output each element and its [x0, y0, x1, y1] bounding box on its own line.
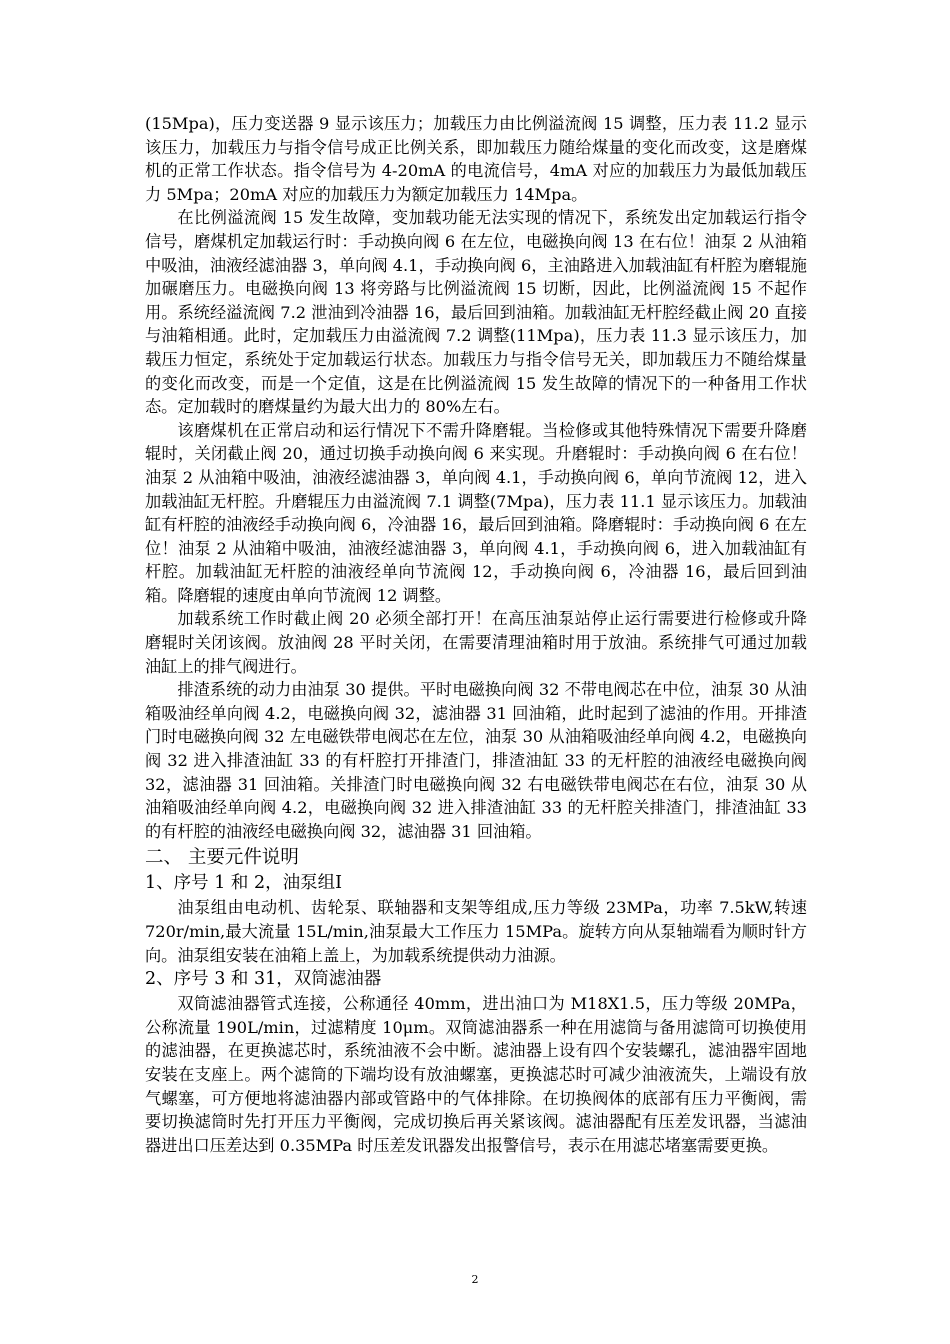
- paragraph-roller-lift: 该磨煤机在正常启动和运行情况下不需升降磨辊。当检修或其他特殊情况下需要升降磨辊时，关闭截止阀 20，通过切换手动换向阀 6 来实现。升磨辊时：手动换向阀 6 在右位！油泵 2 从油箱中吸油，油液经滤油器 3，单向阀 4.1，手动换向阀 6，单向节流阀 12，进入加载油缸无杆腔。升磨辊压力由溢流阀 7.1 调整(7Mpa)，压力表 11.1 显示该压力。加载油缸有杆腔的油液经手动换向阀 6，冷油器 16，最后回到油箱。降磨辊时：手动换向阀 6 在左位！油泵 2 从油箱中吸油，油液经滤油器 3，单向阀 4.1，手动换向阀 6，进入加载油缸有杆腔。加载油缸无杆腔的油液经单向节流阀 12，手动换向阀 6，冷油器 16，最后回到油箱。降磨辊的速度由单向节流阀 12 调整。: [145, 420, 807, 605]
- paragraph-duplex-filter: 双筒滤油器管式连接，公称通径 40mm，进出油口为 M18X1.5，压力等级 20MPa，公称流量 190L/min，过滤精度 10μm。双筒滤油器系一种在用滤筒与备用滤筒可切换使用的滤油器，在更换滤芯时，系统油液不会中断。滤油器上设有四个安装螺孔，滤油器牢固地安装在支座上。两个滤筒的下端均设有放油螺塞，更换滤芯时可减少油液流失，上端设有放气螺塞，可方便地将滤油器内部或管路中的气体排除。在切换阀体的底部有压力平衡阀，需要切换滤筒时先打开压力平衡阀，完成切换后再关紧该阀。滤油器配有压差发讯器，当滤油器进出口压差达到 0.35MPa 时压差发讯器发出报警信号，表示在用滤芯堵塞需要更换。: [145, 994, 807, 1155]
- paragraph-load-pressure: (15Mpa)，压力变送器 9 显示该压力；加载压力由比例溢流阀 15 调整，压力表 11.2 显示该压力，加载压力与指令信号成正比例关系，即加载压力随给煤量的变化而改变，这是磨煤机的正常工作状态。指令信号为 4-20mA 的电流信号，4mA 对应的加载压力为最低加载压力 5Mpa；20mA 对应的加载压力为额定加载压力 14Mpa。: [145, 114, 807, 204]
- paragraph-stop-valve: 加载系统工作时截止阀 20 必须全部打开！在高压油泵站停止运行需要进行检修或升降磨辊时关闭该阀。放油阀 28 平时关闭，在需要清理油箱时用于放油。系统排气可通过加载油缸上的排气阀进行。: [145, 609, 807, 676]
- document-page: [145, 112, 807, 1157]
- item1-heading: 1、序号 1 和 2，油泵组Ⅰ: [145, 873, 343, 894]
- paragraph-pump-group: 油泵组由电动机、齿轮泵、联轴器和支架等组成,压力等级 23MPa，功率 7.5kW,转速 720r/min,最大流量 15L/min,油泵最大工作压力 15MPa。旋转方向从泵轴端看为顺时针方向。油泵组安装在油箱上盖上，为加载系统提供动力油源。: [145, 898, 807, 965]
- item2-heading: 2、序号 3 和 31，双筒滤油器: [145, 969, 382, 990]
- page-number: 2: [471, 1273, 479, 1286]
- paragraph-fixed-load: 在比例溢流阀 15 发生故障，变加载功能无法实现的情况下，系统发出定加载运行指令信号，磨煤机定加载运行时：手动换向阀 6 在左位，电磁换向阀 13 在右位！油泵 2 从油箱中吸油，油液经滤油器 3，单向阀 4.1，手动换向阀 6，主油路进入加载油缸有杆腔为磨辊施加碾磨压力。电磁换向阀 13 将旁路与比例溢流阀 15 切断，因此，比例溢流阀 15 不起作用。系统经溢流阀 7.2 泄油到冷油器 16，最后回到油箱。加载油缸无杆腔经截止阀 20 直接与油箱相通。此时，定加载压力由溢流阀 7.2 调整(11Mpa)，压力表 11.3 显示该压力，加载压力恒定，系统处于定加载运行状态。加载压力与指令信号无关，即加载压力不随给煤量的变化而改变，而是一个定值，这是在比例溢流阀 15 发生故障的情况下的一种备用工作状态。定加载时的磨煤量约为最大出力的 80%左右。: [145, 208, 807, 417]
- paragraph-slag-system: 排渣系统的动力由油泵 30 提供。平时电磁换向阀 32 不带电阀芯在中位，油泵 30 从油箱吸油经单向阀 4.2，电磁换向阀 32，滤油器 31 回油箱，此时起到了滤油的作用。开排渣门时电磁换向阀 32 左电磁铁带电阀芯在左位，油泵 30 从油箱吸油经单向阀 4.2，电磁换向阀 32 进入排渣油缸 33 的有杆腔打开排渣门，排渣油缸 33 的无杆腔的油液经电磁换向阀 32，滤油器 31 回油箱。关排渣门时电磁换向阀 32 右电磁铁带电阀芯在右位，油泵 30 从油箱吸油经单向阀 4.2，电磁换向阀 32 进入排渣油缸 33 的无杆腔关排渣门，排渣油缸 33 的有杆腔的油液经电磁换向阀 32，滤油器 31 回油箱。: [145, 680, 807, 841]
- section-heading: 二、 主要元件说明: [145, 847, 299, 869]
